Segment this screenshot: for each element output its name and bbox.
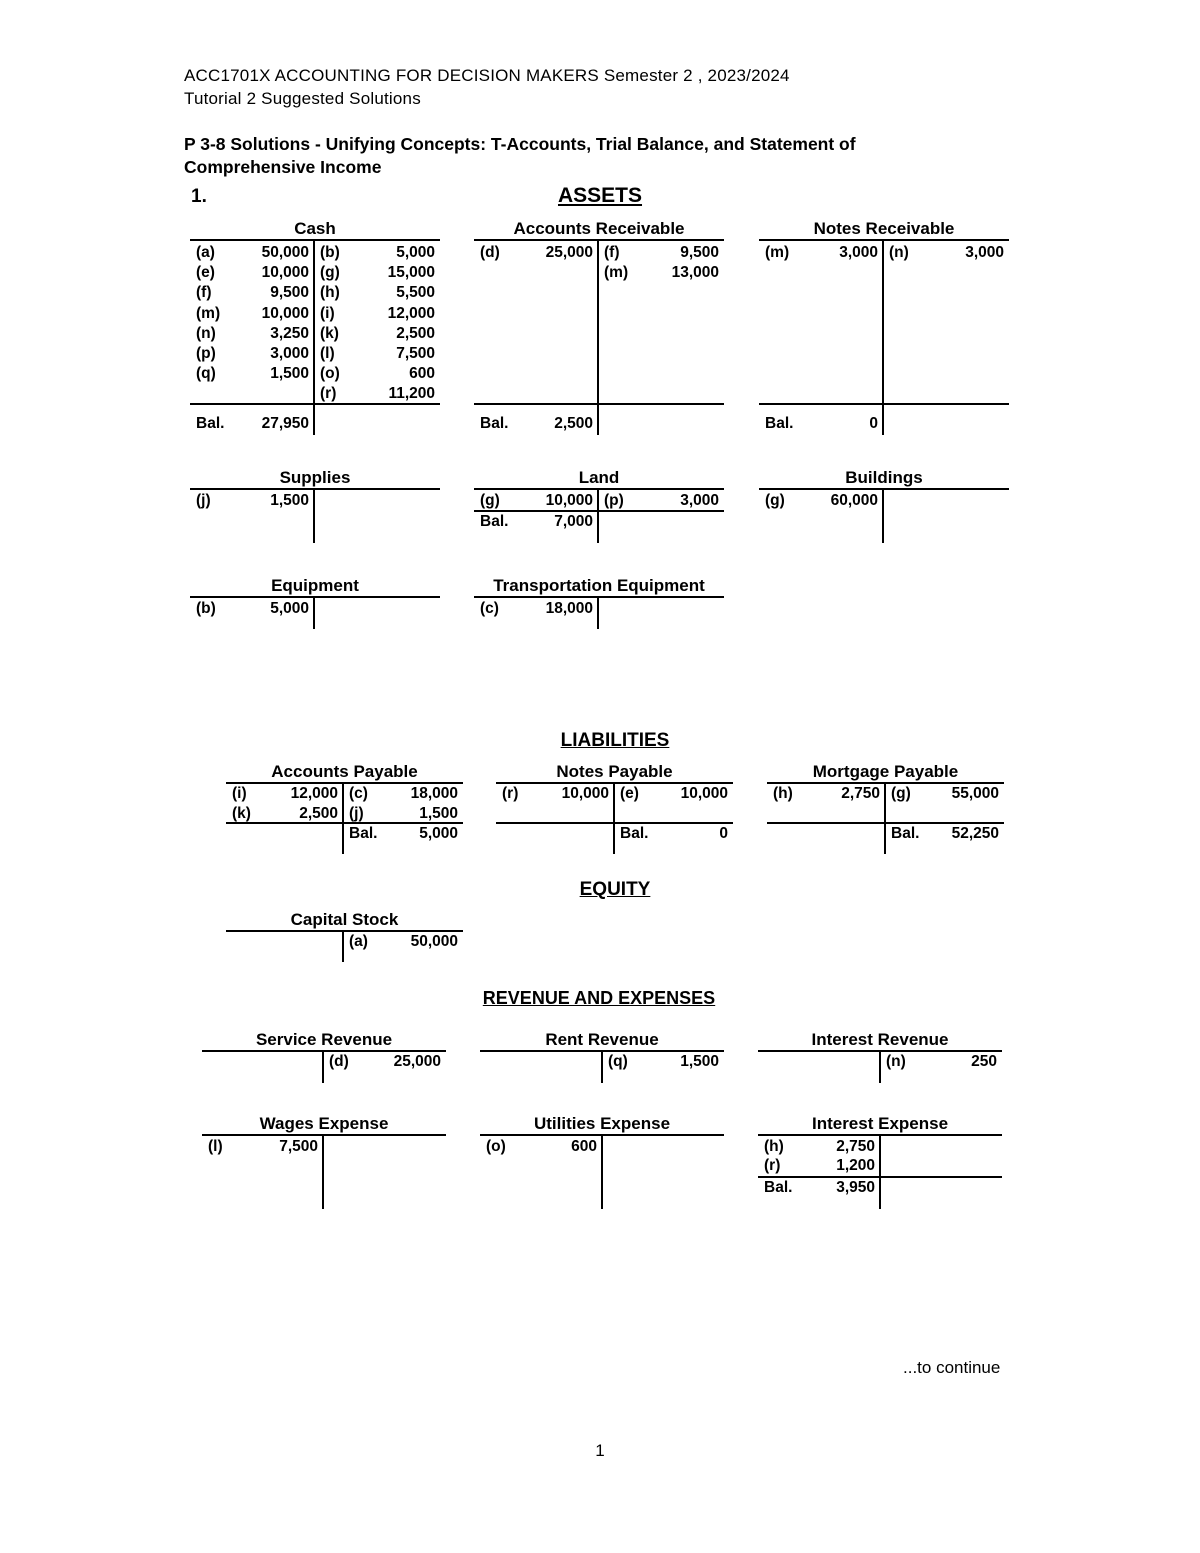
debit-amount: 3,950 [836, 1179, 875, 1196]
debit-amount: 1,200 [836, 1157, 875, 1174]
t-account-entry [190, 304, 440, 324]
t-account-title: Interest Revenue [811, 1030, 949, 1049]
credit-label: (j) [349, 805, 364, 822]
t-account-capital-stock [226, 910, 463, 962]
credit-amount: 52,250 [951, 825, 999, 842]
part-number: 1. [191, 186, 207, 207]
debit-label: Bal. [765, 415, 794, 432]
credit-label: (a) [349, 933, 368, 950]
t-account-entry [226, 804, 463, 824]
t-account-equipment [190, 576, 440, 629]
t-account-title: Accounts Receivable [513, 219, 685, 238]
t-account-title: Supplies [279, 468, 351, 487]
t-account-top-line [202, 1134, 446, 1136]
debit-label: (r) [764, 1157, 781, 1174]
t-account-title: Equipment [271, 576, 359, 595]
assets-heading: ASSETS [557, 184, 643, 207]
credit-label: (n) [889, 244, 909, 261]
credit-amount: 600 [409, 365, 435, 383]
credit-amount: 50,000 [410, 933, 458, 950]
credit-amount: 12,000 [387, 304, 435, 322]
credit-label: (h) [320, 284, 340, 302]
credit-label: (p) [604, 492, 624, 509]
debit-amount: 1,500 [270, 492, 309, 509]
t-account-title: Notes Payable [556, 762, 673, 781]
credit-amount: 1,500 [680, 1053, 719, 1070]
t-account-entry [474, 491, 724, 511]
t-account-entry [759, 243, 1009, 263]
t-account-rent-revenue [480, 1030, 724, 1083]
debit-label: (q) [196, 365, 216, 383]
t-account-entry [190, 364, 440, 384]
credit-label: (l) [320, 345, 335, 362]
t-account-entry [190, 263, 440, 283]
debit-amount: 10,000 [261, 304, 309, 322]
credit-amount: 55,000 [951, 785, 999, 802]
t-account-balance-row [496, 824, 733, 844]
credit-label: (i) [320, 304, 335, 322]
page-number: 1 [595, 1441, 605, 1460]
debit-label: (a) [196, 244, 215, 261]
debit-amount: 50,000 [261, 244, 309, 261]
debit-label: (f) [196, 284, 212, 302]
t-account-title: Notes Receivable [813, 219, 955, 238]
t-account-title: Transportation Equipment [493, 576, 705, 595]
credit-amount: 5,000 [419, 825, 458, 842]
debit-amount: 1,500 [270, 365, 309, 383]
credit-label: (k) [320, 324, 339, 342]
t-account-entry [474, 243, 724, 263]
credit-label: (m) [604, 264, 629, 282]
debit-label: (k) [232, 805, 251, 822]
credit-label: Bal. [349, 825, 378, 842]
credit-amount: 7,500 [396, 345, 435, 362]
t-account-balance-row [758, 1178, 1002, 1198]
t-account-balance-row [767, 824, 1004, 844]
credit-amount: 2,500 [396, 324, 435, 342]
continue-note: ...to continue [903, 1358, 1001, 1377]
credit-amount: 11,200 [388, 385, 435, 403]
problem-title-line-2: Comprehensive Income [184, 157, 382, 177]
debit-label: (b) [196, 600, 216, 617]
t-account-entry [480, 1137, 724, 1157]
credit-amount: 0 [719, 825, 728, 842]
debit-label: Bal. [196, 415, 225, 432]
debit-amount: 3,250 [270, 324, 309, 342]
t-account-accounts-receivable [474, 219, 724, 435]
credit-label: (n) [886, 1053, 906, 1070]
t-account-utilities-expense [480, 1114, 724, 1209]
debit-label: (h) [764, 1138, 784, 1155]
credit-amount: 15,000 [387, 264, 435, 282]
credit-label: (e) [620, 785, 639, 802]
credit-amount: 250 [971, 1053, 997, 1070]
debit-label: (h) [773, 785, 793, 802]
t-account-wages-expense [202, 1114, 446, 1209]
equity-heading: EQUITY [579, 879, 651, 900]
debit-label: (g) [480, 492, 500, 509]
debit-label: (r) [502, 785, 519, 802]
debit-label: (d) [480, 244, 500, 261]
debit-amount: 7,500 [279, 1138, 318, 1155]
t-account-divider [882, 239, 884, 435]
credit-amount: 9,500 [680, 244, 719, 261]
t-account-entry [474, 263, 724, 283]
debit-label: (o) [486, 1138, 506, 1155]
debit-amount: 9,500 [270, 284, 309, 302]
course-header: ACC1701X ACCOUNTING FOR DECISION MAKERS Semester 2 , 2023/2024 [184, 66, 790, 85]
debit-amount: 7,000 [554, 513, 593, 530]
t-account-transportation-equipment [474, 576, 724, 629]
credit-amount: 3,000 [680, 492, 719, 509]
t-account-title: Mortgage Payable [812, 762, 959, 781]
credit-label: (b) [320, 244, 340, 261]
t-account-entry [474, 599, 724, 619]
t-account-title: Interest Expense [811, 1114, 949, 1133]
t-account-balance-row [190, 414, 440, 434]
credit-amount: 18,000 [410, 785, 458, 802]
debit-label: (l) [208, 1138, 223, 1155]
credit-label: (c) [349, 785, 368, 802]
t-account-balance-row [474, 512, 724, 532]
credit-label: (g) [891, 785, 911, 802]
t-account-buildings [759, 468, 1009, 543]
t-account-cash [190, 219, 440, 435]
debit-amount: 2,750 [836, 1138, 875, 1155]
t-account-balance-line [190, 403, 440, 405]
debit-label: Bal. [480, 513, 509, 530]
credit-amount: 25,000 [393, 1053, 441, 1070]
debit-amount: 60,000 [830, 492, 878, 509]
t-account-balance-row [759, 414, 1009, 434]
t-account-land [474, 468, 724, 543]
t-account-entry [758, 1052, 1002, 1072]
credit-amount: 3,000 [965, 244, 1004, 261]
debit-label: (e) [196, 264, 215, 282]
t-account-entry [190, 491, 440, 511]
debit-amount: 27,950 [261, 415, 309, 432]
t-account-entry [190, 344, 440, 364]
t-account-entry [190, 283, 440, 303]
t-account-accounts-payable [226, 762, 463, 854]
credit-label: (r) [320, 385, 337, 403]
liabilities-heading: LIABILITIES [560, 730, 670, 751]
t-account-top-line [474, 239, 724, 241]
debit-amount: 2,750 [841, 785, 880, 802]
t-account-top-line [190, 488, 440, 490]
t-account-title: Wages Expense [259, 1114, 389, 1133]
t-account-entry [190, 243, 440, 263]
t-account-entry [496, 784, 733, 804]
credit-label: (q) [608, 1053, 628, 1070]
debit-label: (g) [765, 492, 785, 509]
t-account-mortgage-payable [767, 762, 1004, 854]
problem-title [184, 133, 856, 179]
credit-label: (o) [320, 365, 340, 383]
credit-label: Bal. [891, 825, 920, 842]
credit-label: (f) [604, 244, 620, 261]
t-account-entry [226, 784, 463, 804]
debit-amount: 5,000 [270, 600, 309, 617]
debit-amount: 12,000 [290, 785, 338, 802]
debit-amount: 18,000 [545, 600, 593, 617]
t-account-entry [759, 491, 1009, 511]
t-account-balance-row [226, 824, 463, 844]
debit-label: (j) [196, 492, 211, 509]
debit-amount: 2,500 [554, 415, 593, 432]
t-account-top-line [474, 596, 724, 598]
debit-label: (m) [765, 244, 790, 261]
t-account-balance-line [474, 403, 724, 405]
debit-label: (i) [232, 785, 247, 802]
credit-amount: 10,000 [680, 785, 728, 802]
t-account-title: Cash [294, 219, 336, 238]
debit-amount: 10,000 [545, 492, 593, 509]
t-account-entry [767, 784, 1004, 804]
credit-amount: 5,000 [396, 244, 435, 261]
debit-amount: 0 [869, 415, 878, 432]
debit-amount: 10,000 [261, 264, 309, 282]
t-account-entry [202, 1137, 446, 1157]
t-account-supplies [190, 468, 440, 543]
t-account-top-line [759, 488, 1009, 490]
debit-amount: 25,000 [545, 244, 593, 261]
t-account-interest-expense [758, 1114, 1002, 1209]
t-account-entry [226, 932, 463, 952]
debit-label: (m) [196, 304, 221, 322]
debit-amount: 10,000 [561, 785, 609, 802]
credit-label: (g) [320, 264, 340, 282]
debit-label: Bal. [764, 1179, 793, 1196]
problem-title-line-1: P 3-8 Solutions - Unifying Concepts: T-Accounts, Trial Balance, and Statement of [184, 134, 856, 154]
credit-label: (d) [329, 1053, 349, 1070]
debit-label: (c) [480, 600, 499, 617]
t-account-entry [190, 599, 440, 619]
t-account-interest-revenue [758, 1030, 1002, 1083]
t-account-title: Capital Stock [290, 910, 399, 929]
t-account-entry [202, 1052, 446, 1072]
debit-amount: 3,000 [839, 244, 878, 261]
t-account-notes-payable [496, 762, 733, 854]
t-account-balance-line [759, 403, 1009, 405]
revenue-expenses-heading: REVENUE AND EXPENSES [482, 988, 716, 1008]
t-account-entry [190, 384, 440, 404]
t-account-title: Rent Revenue [545, 1030, 659, 1049]
t-account-top-line [190, 239, 440, 241]
credit-amount: 5,500 [396, 284, 435, 302]
debit-amount: 3,000 [270, 345, 309, 362]
t-account-title: Utilities Expense [533, 1114, 671, 1133]
t-account-balance-row [474, 414, 724, 434]
t-account-entry [758, 1156, 1002, 1176]
t-account-entry [480, 1052, 724, 1072]
t-account-top-line [759, 239, 1009, 241]
debit-amount: 2,500 [299, 805, 338, 822]
debit-label: (n) [196, 324, 216, 342]
t-account-title: Land [578, 468, 620, 487]
t-account-service-revenue [202, 1030, 446, 1083]
t-account-entry [758, 1137, 1002, 1157]
t-account-top-line [474, 488, 724, 490]
tutorial-subheader: Tutorial 2 Suggested Solutions [184, 89, 421, 108]
debit-amount: 600 [571, 1138, 597, 1155]
t-account-notes-receivable [759, 219, 1009, 435]
credit-amount: 1,500 [419, 805, 458, 822]
credit-amount: 13,000 [671, 264, 719, 282]
t-account-title: Service Revenue [255, 1030, 393, 1049]
t-account-top-line [190, 596, 440, 598]
debit-label: (p) [196, 345, 216, 362]
t-account-title: Buildings [845, 468, 923, 487]
t-account-title: Accounts Payable [271, 762, 418, 781]
debit-label: Bal. [480, 415, 509, 432]
credit-label: Bal. [620, 825, 649, 842]
t-account-entry [190, 324, 440, 344]
